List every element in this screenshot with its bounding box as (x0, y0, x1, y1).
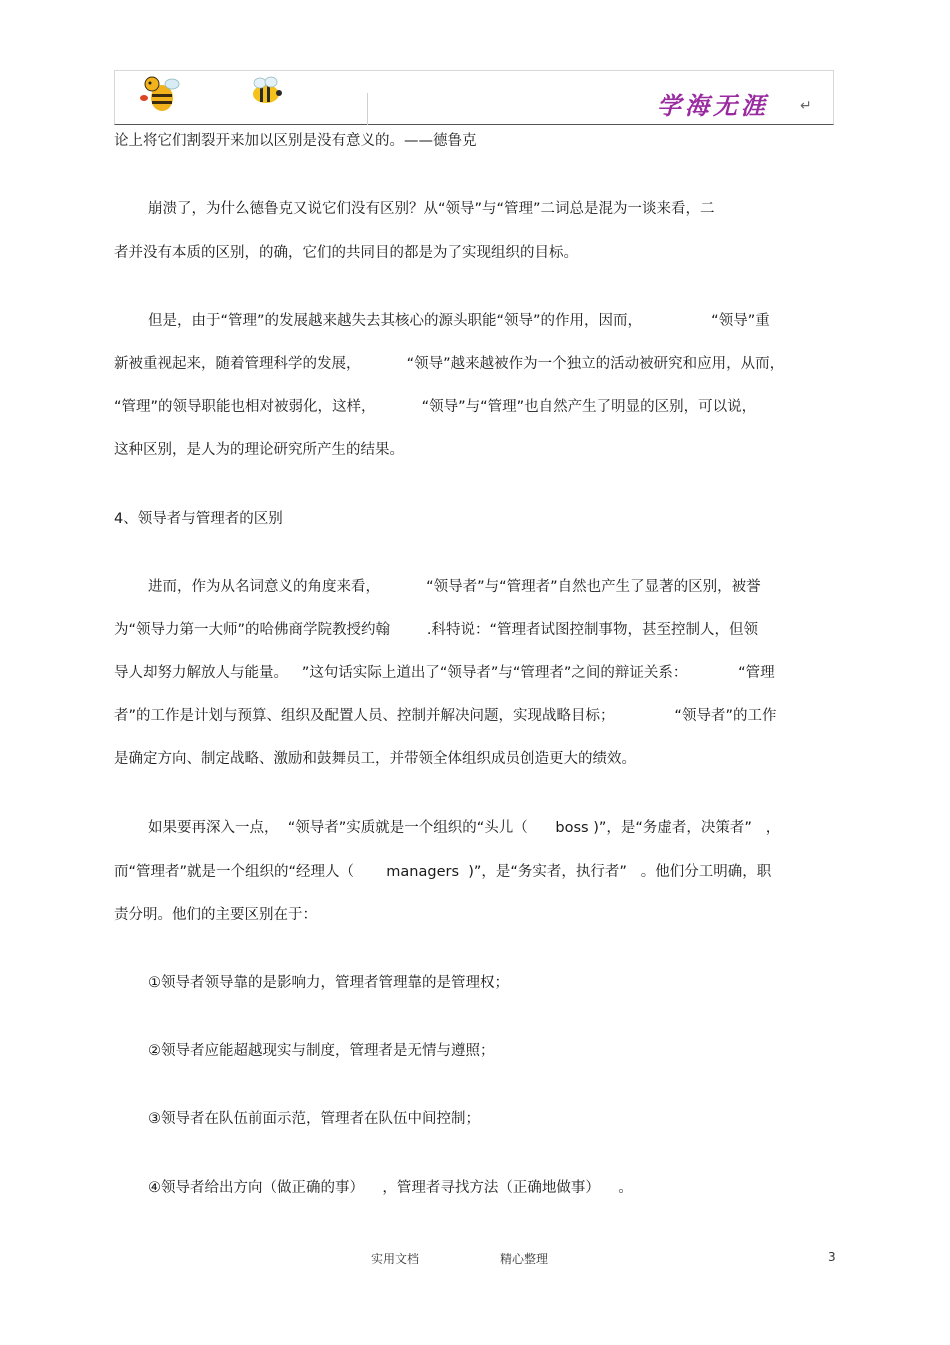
bee-icon (138, 74, 182, 114)
return-mark: ↵ (800, 98, 812, 114)
bee-icon (246, 76, 286, 106)
text-line: 而“管理者”就是一个组织的“经理人（ managers )”，是“务实者，执行者” 。他们分工明确，职 (114, 864, 772, 880)
text-line: “管理”的领导职能也相对被弱化，这样， “领导”与“管理”也自然产生了明显的区别，可以说， (114, 399, 757, 415)
banner-title: 学海无涯 (657, 91, 769, 120)
section-heading: 4、领导者与管理者的区别 (114, 511, 283, 527)
list-item: ①领导者领导靠的是影响力，管理者管理靠的是管理权； (148, 975, 509, 991)
text-line: 但是，由于“管理”的发展越来越失去其核心的源头职能“领导”的作用，因而， “领导”重 (148, 313, 770, 329)
text-line: 者”的工作是计划与预算、组织及配置人员、控制并解决问题，实现战略目标； “领导者”的工作 (114, 708, 777, 724)
text-line: 这种区别，是人为的理论研究所产生的结果。 (114, 442, 404, 458)
text-line: 崩溃了，为什么德鲁克又说它们没有区别？从“领导”与“管理”二词总是混为一谈来看，二 (148, 201, 715, 217)
text-line: 进而，作为从名词意义的角度来看， “领导者”与“管理者”自然也产生了显著的区别，被誉 (148, 579, 761, 595)
list-item: ③领导者在队伍前面示范，管理者在队伍中间控制； (148, 1111, 480, 1127)
text-line: 是确定方向、制定战略、激励和鼓舞员工，并带领全体组织成员创造更大的绩效。 (114, 751, 636, 767)
text-line: 如果要再深入一点， “领导者”实质就是一个组织的“头儿（ boss )”，是“务虚者，决策者” ， (148, 820, 781, 836)
page-number: 3 (828, 1250, 836, 1264)
header-divider (367, 93, 368, 125)
list-item: ④领导者给出方向（做正确的事） ，管理者寻找方法（正确地做事） 。 (148, 1180, 633, 1196)
text-line: 为“领导力第一大师”的哈佛商学院教授约翰 .科特说：“管理者试图控制事物，甚至控制人，但领 (114, 622, 759, 638)
text-line: 责分明。他们的主要区别在于： (114, 907, 317, 923)
footer-left: 实用文档 (371, 1252, 420, 1266)
text-line: 论上将它们割裂开来加以区别是没有意义的。——德鲁克 (114, 133, 477, 149)
footer-center: 精心整理 (500, 1252, 549, 1266)
list-item: ②领导者应能超越现实与制度，管理者是无情与遵照； (148, 1043, 495, 1059)
text-line: 导人却努力解放人与能量。 ”这句话实际上道出了“领导者”与“管理者”之间的辩证关系： “管理 (114, 665, 775, 681)
text-line: 新被重视起来，随着管理科学的发展， “领导”越来越被作为一个独立的活动被研究和应用，从而， (114, 356, 785, 372)
text-line: 者并没有本质的区别，的确，它们的共同目的都是为了实现组织的目标。 (114, 245, 578, 261)
